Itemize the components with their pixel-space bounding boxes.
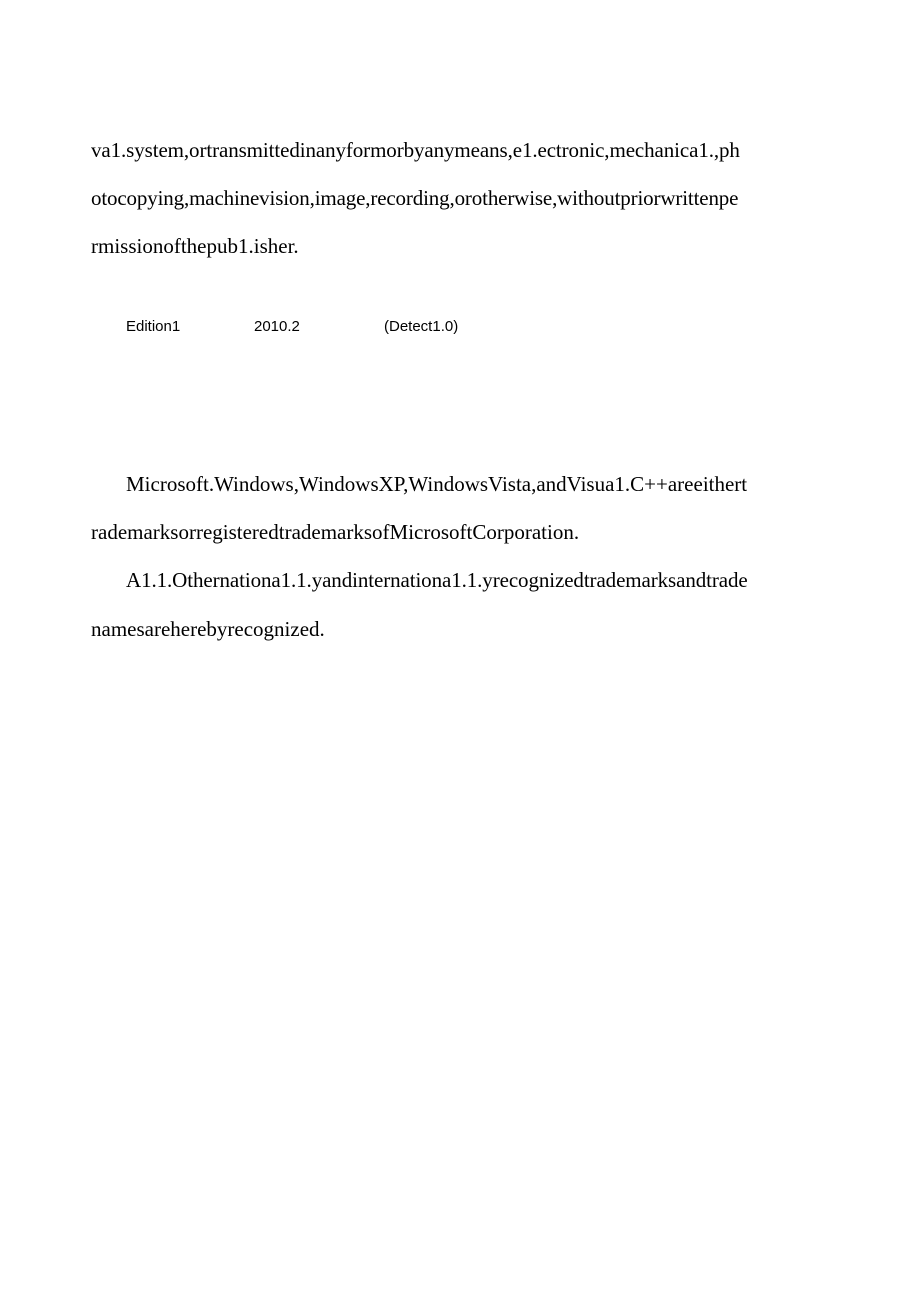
paragraph-1-line-3: rmissionofthepub1.isher. [91, 234, 299, 258]
paragraph-1-line-1: va1.system,ortransmittedinanyformorbyanymeans,e1.ectronic,mechanica1.,ph [91, 138, 740, 162]
edition-label: Edition1 [126, 318, 181, 335]
edition-date: 2010.2 [254, 318, 300, 335]
paragraph-3-line-2: namesareherebyrecognized. [91, 617, 325, 641]
paragraph-1-line-2: otocopying,machinevision,image,recording,orotherwise,withoutpriorwrittenpe [91, 186, 739, 210]
paragraph-2-line-2: rademarksorregisteredtrademarksofMicrosoftCorporation. [91, 520, 580, 544]
edition-product: (Detect1.0) [384, 318, 459, 335]
paragraph-2-line-1: Microsoft.Windows,WindowsXP,WindowsVista,andVisua1.C++areeithert [126, 472, 748, 496]
paragraph-3-line-1: A1.1.Othernationa1.1.yandinternationa1.1.yrecognizedtrademarksandtrade [126, 568, 748, 592]
